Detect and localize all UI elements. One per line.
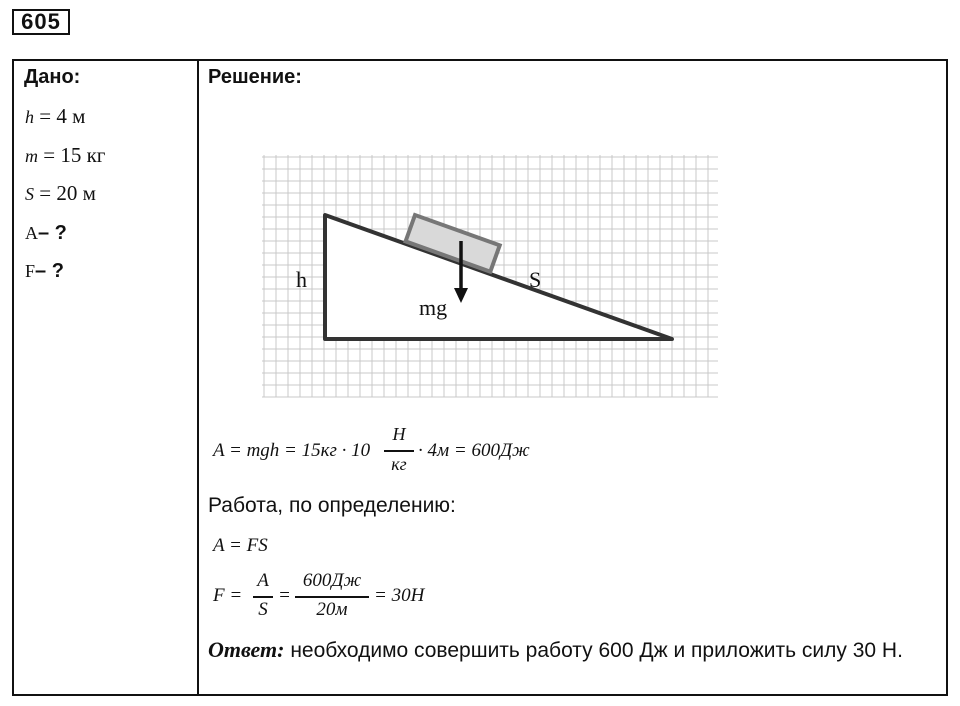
answer-text: необходимо совершить работу 600 Дж и приложить силу 30 Н. <box>284 639 903 662</box>
formula-force-lhs: F = <box>213 585 243 606</box>
fraction-20m: 20м <box>316 599 348 620</box>
formula-work-left: A = mgh = 15кг · 10 <box>213 440 371 461</box>
solution-heading: Решение: <box>208 66 302 88</box>
given-heading: Дано: <box>24 66 81 88</box>
fraction-a: A <box>257 570 269 591</box>
fraction-bar-1 <box>253 596 273 598</box>
given-a-unknown: A– ? <box>25 222 67 244</box>
column-divider <box>197 59 199 696</box>
answer-paragraph <box>208 636 928 665</box>
fraction-a-over-s <box>253 570 273 620</box>
answer-label: Ответ: <box>208 637 285 662</box>
given-f-unknown: F– ? <box>25 260 64 282</box>
fraction-denominator: кг <box>391 454 407 474</box>
label-h: h <box>296 267 307 292</box>
fraction-600-over-20 <box>295 570 369 620</box>
incline-diagram <box>262 155 722 404</box>
problem-number: 605 <box>12 9 70 35</box>
formula-force-result: = 30Н <box>374 585 425 606</box>
definition-text: Работа, по определению: <box>208 494 456 517</box>
fraction-s: S <box>258 599 268 620</box>
formula-work-definition: A = FS <box>213 535 268 556</box>
fraction-n-per-kg <box>384 424 414 474</box>
fraction-bar-2 <box>295 596 369 598</box>
given-m: m = 15 кг <box>25 143 106 167</box>
fraction-numerator: Н <box>392 424 406 444</box>
label-mg: mg <box>419 295 448 320</box>
given-s: S = 20 м <box>25 181 96 205</box>
fraction-bar <box>384 450 414 452</box>
label-s: S <box>529 267 542 292</box>
formula-force-eq: = <box>278 585 291 606</box>
formula-work <box>213 440 370 462</box>
formula-work-right: · 4м = 600Дж <box>418 440 530 461</box>
fraction-600dj: 600Дж <box>302 570 362 591</box>
incline-diagram-svg <box>262 155 722 399</box>
given-h: h = 4 м <box>25 104 86 128</box>
